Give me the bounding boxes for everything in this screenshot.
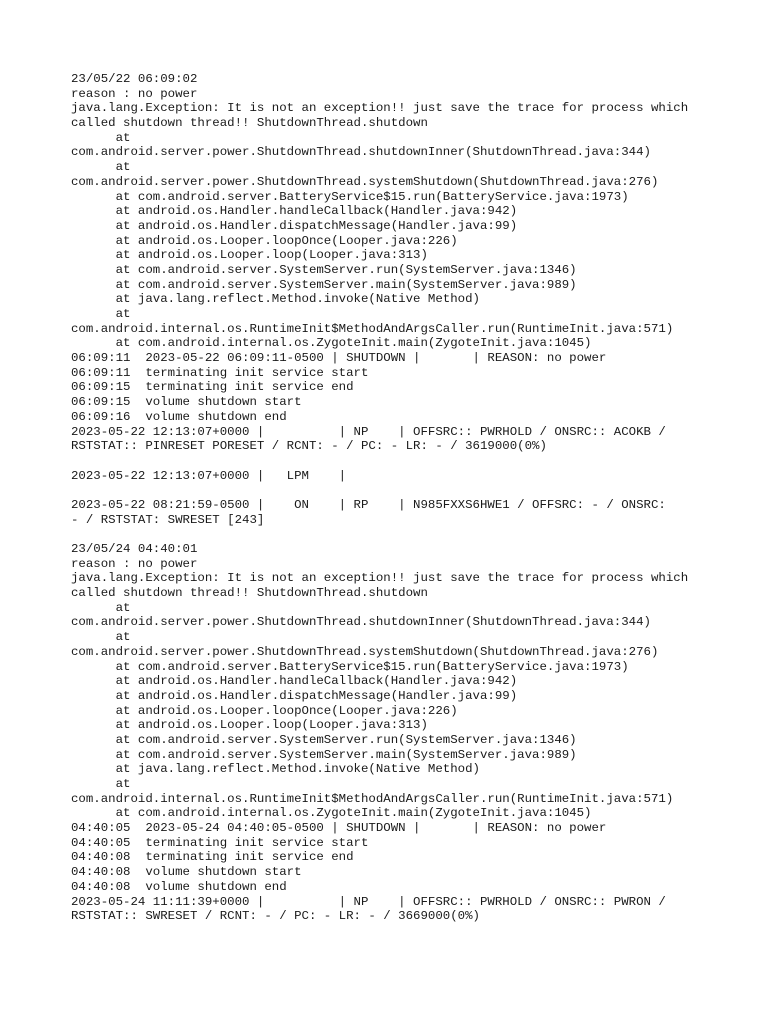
log-line: java.lang.Exception: It is not an exception!! just save the trace for process which xyxy=(71,571,689,586)
log-line: 06:09:11 2023-05-22 06:09:11-0500 | SHUTDOWN | | REASON: no power xyxy=(71,351,607,366)
log-line: at com.android.server.BatteryService$15.run(BatteryService.java:1973) xyxy=(71,659,629,674)
log-line: at xyxy=(71,777,131,791)
log-line: at com.android.server.SystemServer.main(SystemServer.java:989) xyxy=(71,747,577,762)
log-line: at java.lang.reflect.Method.invoke(Native Method) xyxy=(71,762,480,777)
log-line: at android.os.Handler.handleCallback(Handler.java:942) xyxy=(71,204,518,219)
log-line: at com.android.server.BatteryService$15.run(BatteryService.java:1973) xyxy=(71,189,629,204)
log-line: 06:09:11 terminating init service start xyxy=(71,365,369,380)
log-line: 04:40:05 terminating init service start xyxy=(71,835,369,850)
log-line: 06:09:15 terminating init service end xyxy=(71,380,354,395)
log-line: called shutdown thread!! ShutdownThread.shutdown xyxy=(71,586,428,601)
log-line: at com.android.server.SystemServer.run(SystemServer.java:1346) xyxy=(71,262,577,277)
log-line: at android.os.Looper.loopOnce(Looper.java:226) xyxy=(71,233,458,248)
log-line: 2023-05-22 12:13:07+0000 | | NP | OFFSRC:: PWRHOLD / ONSRC:: ACOKB / xyxy=(71,424,666,439)
blank-line xyxy=(71,483,731,498)
blank-line xyxy=(71,527,731,542)
log-line: com.android.internal.os.RuntimeInit$MethodAndArgsCaller.run(RuntimeInit.java:571) xyxy=(71,321,674,336)
blank-line xyxy=(71,454,731,469)
log-line: com.android.internal.os.RuntimeInit$MethodAndArgsCaller.run(RuntimeInit.java:571) xyxy=(71,791,674,806)
log-line: at com.android.internal.os.ZygoteInit.main(ZygoteInit.java:1045) xyxy=(71,336,592,351)
log-document xyxy=(71,72,731,924)
log-line: 2023-05-22 08:21:59-0500 | ON | RP | N985FXXS6HWE1 / OFFSRC: - / ONSRC: xyxy=(71,497,666,512)
log-line: 04:40:08 terminating init service end xyxy=(71,850,354,865)
log-line: 04:40:08 volume shutdown end xyxy=(71,879,287,894)
log-line: reason : no power xyxy=(71,86,198,101)
log-line: at android.os.Handler.dispatchMessage(Handler.java:99) xyxy=(71,218,518,233)
log-line: at android.os.Looper.loop(Looper.java:313) xyxy=(71,718,428,733)
log-line: com.android.server.power.ShutdownThread.systemShutdown(ShutdownThread.java:276) xyxy=(71,644,659,659)
log-line: at xyxy=(71,160,131,175)
log-line: at java.lang.reflect.Method.invoke(Native Method) xyxy=(71,292,480,307)
log-line: at android.os.Handler.dispatchMessage(Handler.java:99) xyxy=(71,688,518,703)
log-line: at xyxy=(71,600,131,615)
log-line: 06:09:15 volume shutdown start xyxy=(71,395,302,410)
log-line: java.lang.Exception: It is not an exception!! just save the trace for process which xyxy=(71,101,689,116)
log-line: 04:40:05 2023-05-24 04:40:05-0500 | SHUTDOWN | | REASON: no power xyxy=(71,821,607,836)
log-line: 2023-05-24 11:11:39+0000 | | NP | OFFSRC:: PWRHOLD / ONSRC:: PWRON / xyxy=(71,894,666,909)
log-line: reason : no power xyxy=(71,556,198,571)
log-line: - / RSTSTAT: SWRESET [243] xyxy=(71,512,265,527)
log-line: at android.os.Handler.handleCallback(Handler.java:942) xyxy=(71,674,518,689)
log-line: 04:40:08 volume shutdown start xyxy=(71,865,302,880)
log-line: at android.os.Looper.loopOnce(Looper.java:226) xyxy=(71,703,458,718)
log-line: 23/05/24 04:40:01 xyxy=(71,542,198,556)
log-line: at xyxy=(71,630,131,645)
log-line: com.android.server.power.ShutdownThread.shutdownInner(ShutdownThread.java:344) xyxy=(71,145,651,160)
log-line: at xyxy=(71,130,131,145)
log-line: com.android.server.power.ShutdownThread.systemShutdown(ShutdownThread.java:276) xyxy=(71,174,659,189)
log-line: at android.os.Looper.loop(Looper.java:313) xyxy=(71,248,428,263)
log-line: RSTSTAT:: PINRESET PORESET / RCNT: - / PC: - LR: - / 3619000(0%) xyxy=(71,439,547,454)
log-line: 2023-05-22 12:13:07+0000 | LPM | xyxy=(71,468,347,483)
log-line: 23/05/22 06:09:02 xyxy=(71,72,198,86)
log-line: com.android.server.power.ShutdownThread.shutdownInner(ShutdownThread.java:344) xyxy=(71,615,651,630)
log-line: 06:09:16 volume shutdown end xyxy=(71,409,287,424)
log-line: called shutdown thread!! ShutdownThread.shutdown xyxy=(71,116,428,131)
log-line: RSTSTAT:: SWRESET / RCNT: - / PC: - LR: - / 3669000(0%) xyxy=(71,909,480,924)
log-line: at xyxy=(71,307,131,321)
log-line: at com.android.server.SystemServer.run(SystemServer.java:1346) xyxy=(71,732,577,747)
log-line: at com.android.internal.os.ZygoteInit.main(ZygoteInit.java:1045) xyxy=(71,806,592,821)
log-line: at com.android.server.SystemServer.main(SystemServer.java:989) xyxy=(71,277,577,292)
